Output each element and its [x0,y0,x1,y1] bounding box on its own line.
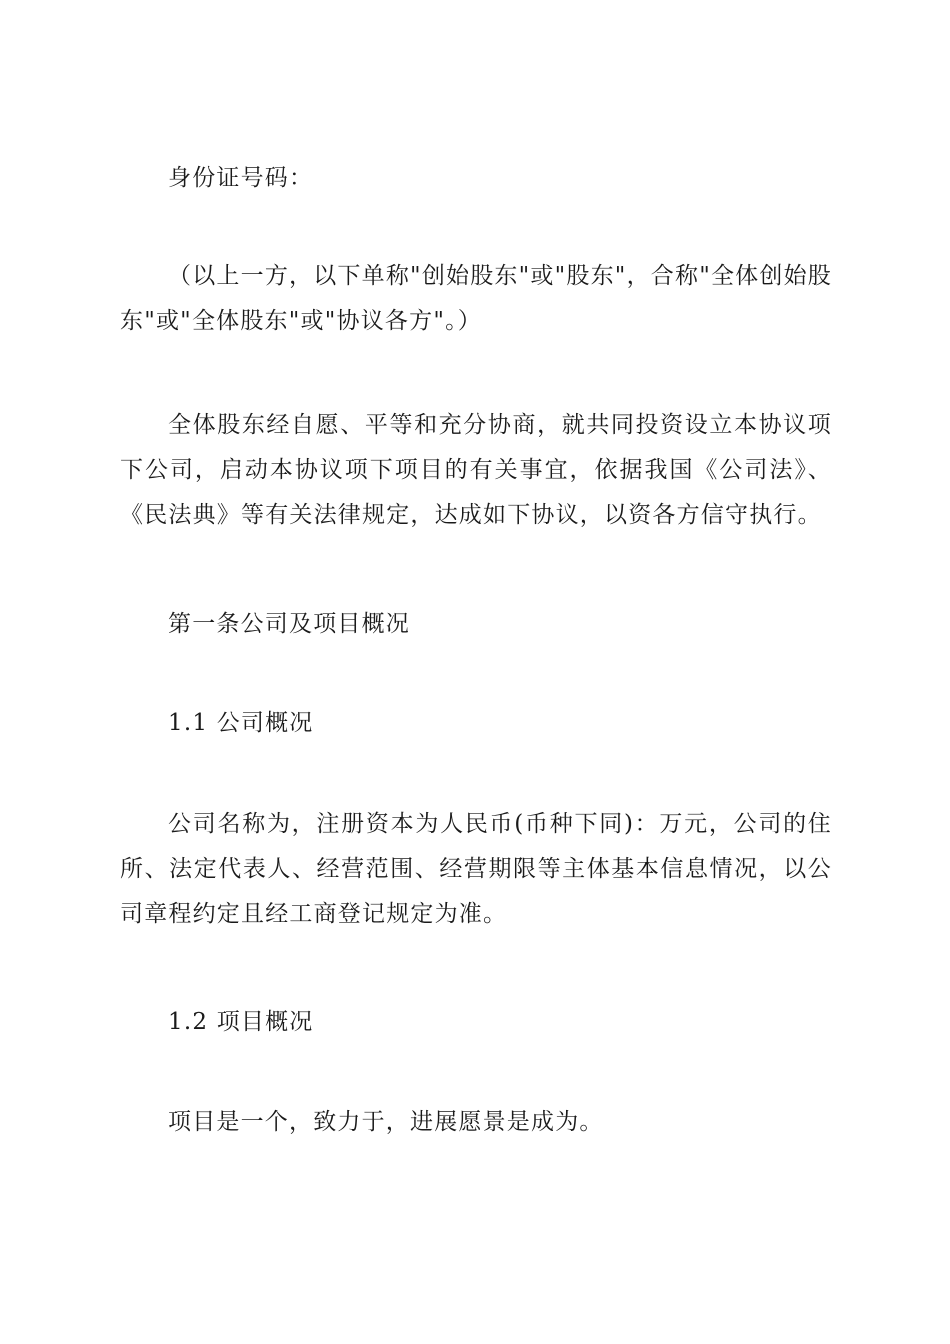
preamble-paragraph: 全体股东经自愿、平等和充分协商，就共同投资设立本协议项下公司，启动本协议项下项目的有关事宜，依据我国《公司法》、《民法典》等有关法律规定，达成如下协议，以资各方信守执行。 [120,412,832,528]
id-number-label: 身份证号码： [168,165,314,191]
article-1-heading: 第一条公司及项目概况 [168,611,410,637]
company-overview-paragraph: 公司名称为，注册资本为人民币(币种下同)：万元，公司的住所、法定代表人、经营范围、经营期限等主体基本信息情况，以公司章程约定且经工商登记规定为准。 [120,811,832,927]
section-1-1-heading: 1.1 公司概况 [168,710,314,736]
party-definition-paragraph: （以上一方，以下单称"创始股东"或"股东"，合称"全体创始股东"或"全体股东"或"协议各方"。） [120,263,832,334]
project-overview-paragraph: 项目是一个，致力于，进展愿景是成为。 [168,1109,604,1135]
section-1-2-heading: 1.2 项目概况 [168,1009,314,1035]
